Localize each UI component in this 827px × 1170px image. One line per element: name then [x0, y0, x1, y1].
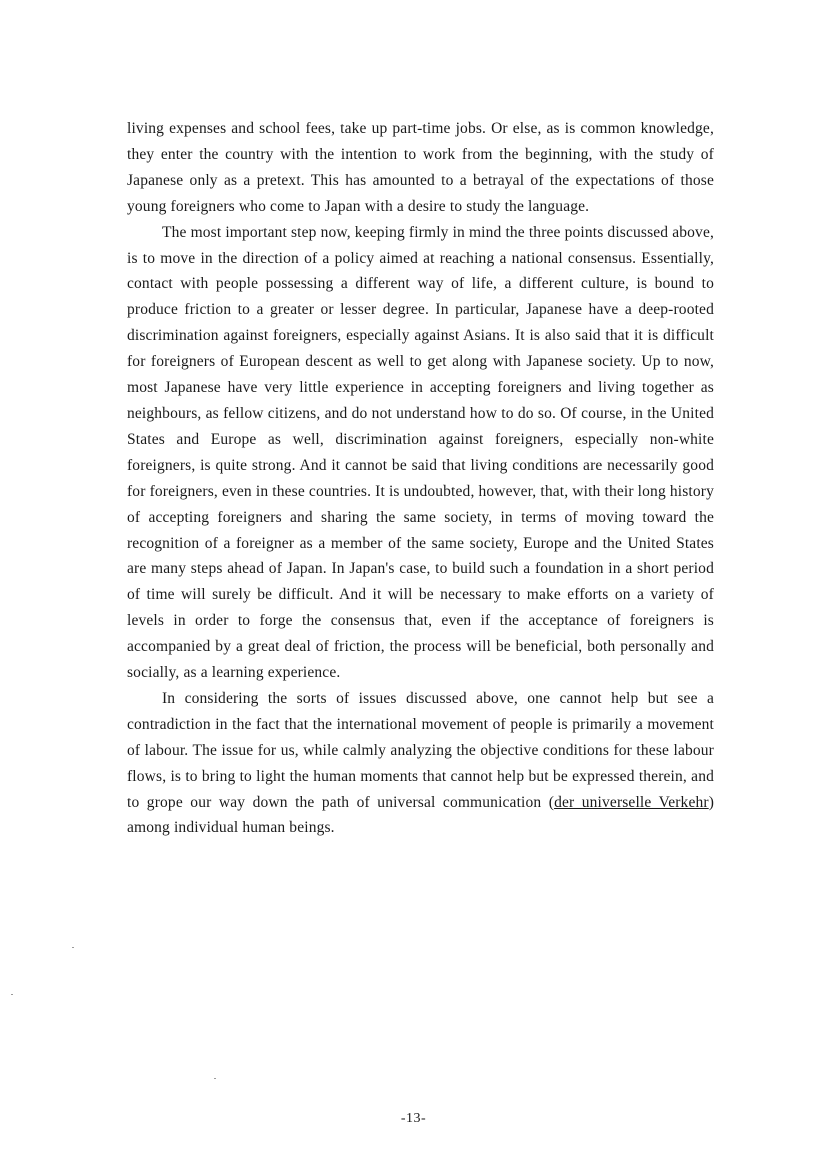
paragraph-3: [127, 686, 714, 841]
paragraph-3-text-after: ) among individual human beings.: [127, 793, 714, 837]
paragraph-1: living expenses and school fees, take up part-time jobs. Or else, as is common knowledge, they enter the country with the intention to work from the beginning, with the study of Japanese only as a pretext. This has amounted to a betrayal of the expectations of those young foreigners who come to Japan with a desire to study the language.: [127, 120, 714, 215]
page-number: -13-: [400, 1111, 427, 1126]
scan-speck: [72, 947, 74, 948]
underlined-term: der universelle Verkehr: [554, 793, 709, 811]
scan-speck: [11, 994, 13, 995]
scan-speck: [214, 1078, 216, 1079]
body-text: [127, 116, 714, 841]
paragraph-3-text-before: In considering the sorts of issues discussed above, one cannot help but see a contradiction in the fact that the international movement of people is primarily a movement of labour. The issue for us, while calmly analyzing the objective conditions for these labour flows, is to bring to light the human moments that cannot help but be expressed therein, and to grope our way down the path of universal communication (: [127, 689, 714, 811]
paragraph-2: The most important step now, keeping firmly in mind the three points discussed above, is to move in the direction of a policy aimed at reaching a national consensus. Essentially, contact with people possessing a different way of life, a different culture, is bound to produce friction to a greater or lesser degree. In particular, Japanese have a deep-rooted discrimination against foreigners, especially against Asians. It is also said that it is difficult for foreigners of European descent as well to get along with Japanese society. Up to now, most Japanese have very little experience in accepting foreigners and living together as neighbours, as fellow citizens, and do not understand how to do so. Of course, in the United States and Europe as well, discrimination against foreigners, especially non-white foreigners, is quite strong. And it cannot be said that living conditions are necessarily good for foreigners, even in these countries. It is undoubted, however, that, with their long history of accepting foreigners and sharing the same society, in terms of moving toward the recognition of a foreigner as a member of the same society, Europe and the United States are many steps ahead of Japan. In Japan's case, to build such a foundation in a short period of time will surely be difficult. And it will be necessary to make efforts on a variety of levels in order to forge the consensus that, even if the acceptance of foreigners is accompanied by a great deal of friction, the process will be beneficial, both personally and socially, as a learning experience.: [127, 223, 714, 682]
